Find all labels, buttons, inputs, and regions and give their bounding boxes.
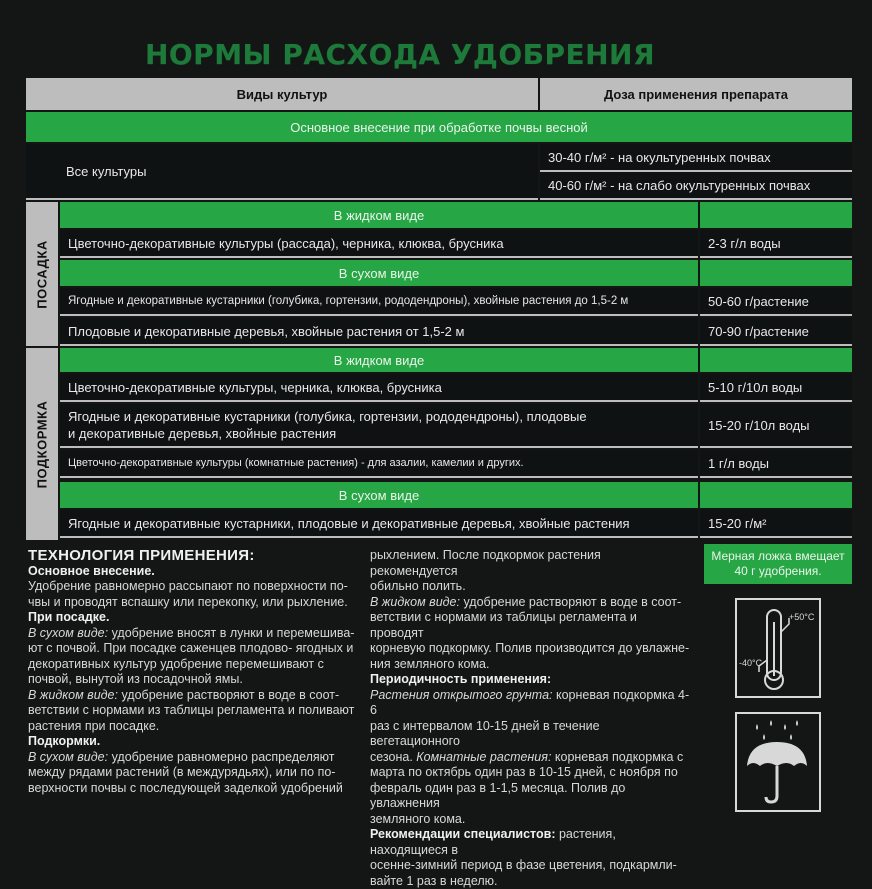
tech-line [28,688,358,704]
umbrella-rain-icon [735,712,821,812]
tech-line-text: растения, находящиеся в [370,827,616,857]
row-planting-dry-1-dose: 50-60 г/растение [700,288,852,316]
tech-line [370,610,690,641]
section-feeding-liquid-dose [700,348,852,372]
tech-line [370,874,690,889]
tech-column-2 [370,548,690,889]
section-planting-dry: В сухом виде [60,260,698,286]
tech-line-text: удобрение растворяют в воде в соот- [463,595,681,609]
tech-line [28,595,358,611]
tech-line-text: марта по октябрь один раз в 10-15 дней, с ноября по [370,765,678,779]
tech-line-text: обильно полить. [370,579,466,593]
tech-line-text: раз с интервалом 10-15 дней в течение вегетационного [370,719,600,749]
tech-line-text: корневая подкормка 4-6 [370,688,689,718]
tech-line [370,719,690,750]
tech-line [28,672,358,688]
row-feeding-liquid-2-dose: 15-20 г/10л воды [700,404,852,448]
tech-line [370,672,690,688]
tech-line-text: Основное внесение. [28,564,155,578]
tech-line [28,781,358,797]
tech-line-italic-lead: Комнатные растения: [416,750,555,764]
tech-line [28,641,358,657]
header-crops: Виды культур [26,78,538,110]
tech-line [370,765,690,781]
tech-line-text: ветствии с нормами из таблицы регламента и проводят [370,610,637,640]
page-title: НОРМЫ РАСХОДА УДОБРЕНИЯ [0,38,800,71]
thermo-lo-label: -40°C [739,658,763,668]
tech-column-1 [28,548,358,796]
tech-line-text: февраль один раз в 1-1,5 месяца. Полив до увлажнения [370,781,625,811]
tech-line [370,595,690,611]
measuring-spoon-badge: Мерная ложка вмещает 40 г удобрения. [704,544,852,584]
row-planting-liquid-1-dose: 2-3 г/л воды [700,230,852,258]
row-feeding-liquid-1: Цветочно-декоративные культуры, черника, клюква, брусника [60,374,698,402]
row-feeding-liquid-1-dose: 5-10 г/10л воды [700,374,852,402]
tech-line [28,719,358,735]
row-all-dose-1: 30-40 г/м² - на окультуренных почвах [540,144,852,172]
tech-line-text: между рядами растений (в междурядьях), или по по- [28,765,335,779]
tech-line-text: Удобрение равномерно рассыпают по поверхности по- [28,579,348,593]
thermometer-icon [735,598,821,698]
tech-line-italic-lead: В жидком виде: [28,688,121,702]
row-feeding-liquid-3-dose: 1 г/л воды [700,450,852,478]
tech-line [28,734,358,750]
side-label-planting: ПОСАДКА [26,202,58,346]
tech-line-text: земляного кома. [370,812,465,826]
section-planting-liquid-dose [700,202,852,228]
tech-line [28,703,358,719]
row-feeding-dry-1: Ягодные и декоративные кустарники, плодовые и декоративные деревья, хвойные растения [60,510,698,538]
tech-line [370,579,690,595]
row-planting-dry-2: Плодовые и декоративные деревья, хвойные растения от 1,5-2 м [60,318,698,346]
tech-line-italic-lead: Растения открытого грунта: [370,688,556,702]
tech-line-text: верхности почвы с последующей заделкой удобрений [28,781,343,795]
tech-line [28,657,358,673]
tech-line-italic-lead: В сухом виде: [28,750,112,764]
tech-line-text: растения при посадке. [28,719,159,733]
tech-line-text: рыхлением. После подкормок растения рекомендуется [370,548,601,578]
row-all-crops: Все культуры [26,144,538,200]
tech-line-text: чвы и проводят вспашку или перекопку, или рыхление. [28,595,348,609]
row-planting-dry-2-dose: 70-90 г/растение [700,318,852,346]
row-planting-dry-1: Ягодные и декоративные кустарники (голубика, гортензии, рододендроны), хвойные растения до 1,5-2 м [60,288,698,316]
tech-line-text: удобрение растворяют в воде в соот- [121,688,339,702]
tech-line-text: корневую подкормку. Полив производится до увлажне- [370,641,689,655]
tech-line-text: удобрение вносят в лунки и перемешива- [112,626,355,640]
tech-line [28,564,358,580]
tech-line-text: корневая подкормка с [555,750,683,764]
tech-line-text: осенне-зимний период в фазе цветения, подкармли- [370,858,677,872]
row-feeding-dry-1-dose: 15-20 г/м² [700,510,852,538]
tech-line-text: ветствии с нормами из таблицы регламента и поливают [28,703,354,717]
tech-line [370,657,690,673]
tech-line-text: При посадке. [28,610,109,624]
tech-line-italic-lead: В жидком виде: [370,595,463,609]
tech-line [370,641,690,657]
tech-line [370,781,690,812]
tech-line [370,688,690,719]
tech-line [370,548,690,579]
tech-line [28,765,358,781]
section-planting-liquid: В жидком виде [60,202,698,228]
tech-line [370,750,690,766]
section-planting-dry-dose [700,260,852,286]
header-dose: Доза применения препарата [540,78,852,110]
side-label-feeding: ПОДКОРМКА [26,348,58,540]
section-main: Основное внесение при обработке почвы весной [26,112,852,142]
tech-line [28,750,358,766]
tech-line-text: почвой, вынутой из посадочной ямы. [28,672,243,686]
row-feeding-liquid-3: Цветочно-декоративные культуры (комнатные растения) - для азалии, камелии и других. [60,450,698,478]
tech-line [370,858,690,874]
row-feeding-liquid-2: Ягодные и декоративные кустарники (голубика, гортензии, рододендроны), плодовые и декоративные деревья, хвойные растения [60,404,698,448]
tech-line-text: Периодичность применения: [370,672,551,686]
tech-line-text: вайте 1 раз в неделю. [370,874,498,888]
row-planting-liquid-1: Цветочно-декоративные культуры (рассада), черника, клюква, брусника [60,230,698,258]
tech-line-pre: сезона. [370,750,416,764]
tech-line-text: удобрение равномерно распределяют [112,750,335,764]
tech-heading: ТЕХНОЛОГИЯ ПРИМЕНЕНИЯ: [28,548,358,564]
tech-line-text: Подкормки. [28,734,100,748]
tech-line [370,827,690,858]
section-feeding-dry-dose [700,482,852,508]
tech-line [370,812,690,828]
section-feeding-dry: В сухом виде [60,482,698,508]
tech-line-bold-lead: Рекомендации специалистов: [370,827,559,841]
thermo-hi-label: +50°C [789,612,815,622]
tech-line-text: декоративных культур удобрение перемешивают с [28,657,324,671]
dosage-table [26,78,852,540]
tech-line-italic-lead: В сухом виде: [28,626,112,640]
tech-line-text: ют с почвой. При посадке саженцев плодово- ягодных и [28,641,353,655]
tech-line [28,626,358,642]
row-all-dose-2: 40-60 г/м² - на слабо окультуренных почвах [540,172,852,200]
tech-line [28,579,358,595]
tech-line [28,610,358,626]
section-feeding-liquid: В жидком виде [60,348,698,372]
tech-line-text: ния земляного кома. [370,657,489,671]
